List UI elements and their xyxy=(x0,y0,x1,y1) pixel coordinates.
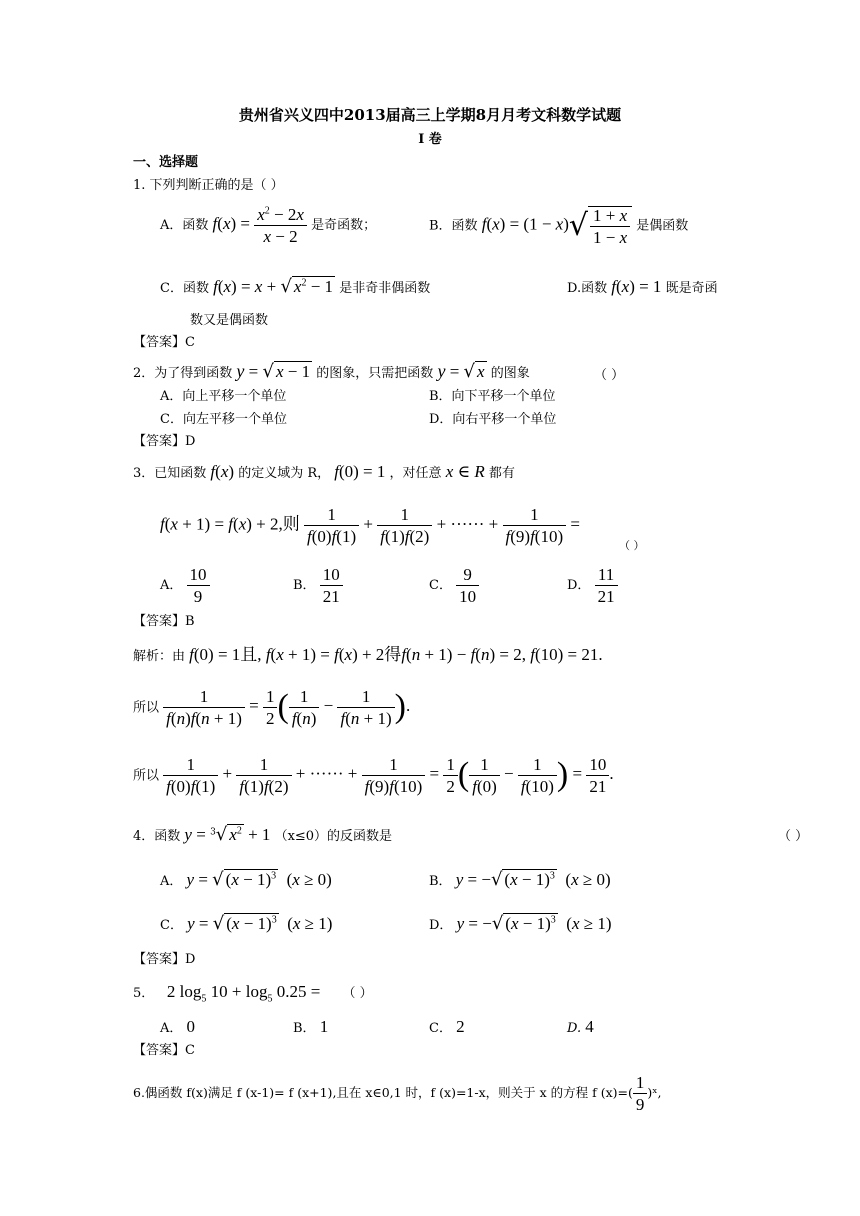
q2-option-a: A．向上平移一个单位 xyxy=(160,389,287,404)
q5-stem: 5． 2 $\log_5 10 + \log_5 0.25$ = （ ） xyxy=(133,982,373,1005)
q3-stem-a: 3．已知函数 xyxy=(133,466,207,481)
q3-stem-c: ，对任意 xyxy=(389,466,442,481)
q5-option-c xyxy=(429,1018,465,1035)
q1-c-label: C．函数 xyxy=(160,281,209,296)
q5-d-value: 4 xyxy=(585,1017,594,1036)
q1-answer: 【答案】C xyxy=(133,335,195,350)
q1-option-b: B．函数 f(x) = (1 − x)√ $\frac{1 + x}{1 - x}$ 是偶函数 xyxy=(429,206,689,247)
q1-a-formula: f xyxy=(212,214,218,233)
q3-sol-prefix: 解析：由 xyxy=(133,649,186,664)
q5-a-value: 0 xyxy=(186,1017,196,1036)
q3-option-a: A． $\frac{10}{9}$ xyxy=(160,566,210,605)
q6-tail: )ˣ, xyxy=(647,1085,662,1100)
q2-option-b: B．向下平移一个单位 xyxy=(429,389,556,404)
q3-option-c: C． $\frac{9}{10}$ xyxy=(429,566,479,605)
q6-stem xyxy=(133,1074,662,1113)
q5-option-b xyxy=(293,1018,328,1035)
q3-formula: f(x + 1) = f(x) + 2,则 $\frac{1}{f(0)f(1)}$ + $\frac{1}{f(1)f(2)}$ + ······ + $\frac{1}{f(9)f(10)}$ = xyxy=(160,505,580,546)
page-title: 贵州省兴义四中2013届高三上学期8月月考文科数学试题 xyxy=(238,106,622,124)
q4-stem-a: 4．函数 xyxy=(133,829,181,844)
q2-paren: （ ） xyxy=(594,368,625,383)
q1-c-suffix: 是非奇非偶函数 xyxy=(339,281,431,296)
section-heading: 一、选择题 xyxy=(133,155,199,170)
q3-solution-line1: 解析：由 f(0) = 1且, f(x + 1) = f(x) + 2得f(n + 1) − f(n) = 2, f(10) = 21. xyxy=(133,645,603,664)
q1-d-suffix: 既是奇函 xyxy=(665,281,718,296)
q1-d-continuation: 数又是偶函数 xyxy=(190,313,269,328)
q6-stem-text: 6.偶函数 f(x)满足 f (x-1)= f (x+1),且在 x∈0,1 时，f (x)=1-x，则关于 x 的方程 f (x)=( xyxy=(133,1085,633,1100)
q3-stem-b: 的定义域为 R， xyxy=(238,466,331,481)
q5-option-d xyxy=(567,1018,594,1035)
q3-paren: （ ） xyxy=(619,539,645,552)
q1-stem: 1. 下列判断正确的是（ ） xyxy=(133,178,284,193)
q3-d-label: D． xyxy=(567,578,591,593)
q1-b-suffix: 是偶函数 xyxy=(636,218,689,234)
q3-stem: 3．已知函数 f(x) 的定义域为 R， f(0) = 1 ，对任意 x ∈ R 都有 xyxy=(133,462,515,481)
q1-option-a: A．函数 f(x) = $\frac{x^2 - 2x}{x - 2}$ 是奇函数； xyxy=(160,205,377,246)
page-subtitle: I 卷 xyxy=(418,132,442,147)
q5-b-value: 1 xyxy=(319,1017,329,1036)
q1-option-c: C．函数 f(x) = x + √ $x^2 - 1$ 是非奇非偶函数 xyxy=(160,276,431,297)
q3-solution-line2: 所以 $\frac{1}{f(n)f(n + 1)}$ = $\frac{1}{2}$ ( $\frac{1}{f(n)}$ − $\frac{1}{f(n + 1)}$ ). xyxy=(133,687,411,728)
q6-fraction: $\frac{1}{9}$ xyxy=(633,1074,648,1113)
q3-so2: 所以 xyxy=(133,768,160,784)
q3-answer: 【答案】B xyxy=(133,614,195,629)
q3-so1: 所以 xyxy=(133,700,160,716)
q4-b-label: B． xyxy=(429,874,452,889)
q1-a-label: A．函数 xyxy=(160,218,209,233)
q4-stem-b: （x≤0）的反函数是 xyxy=(274,829,393,844)
q5-answer: 【答案】C xyxy=(133,1043,195,1058)
q2-option-d: D．向右平移一个单位 xyxy=(429,412,557,427)
q5-num: 5． xyxy=(133,986,155,1001)
q3-option-b: B． $\frac{10}{21}$ xyxy=(293,566,343,605)
q4-option-d: D． y = −√ $(x - 1)^3$ (x ≥ 1) xyxy=(429,913,612,934)
q2-option-c: C．向左平移一个单位 xyxy=(160,412,287,427)
q1-a-suffix: 是奇函数； xyxy=(311,218,377,233)
q2-stem-b: 的图象，只需把函数 xyxy=(316,366,434,381)
q1-d-label: D.函数 xyxy=(567,281,608,296)
q4-option-c: C． y = √ $(x - 1)^3$ (x ≥ 1) xyxy=(160,913,333,934)
q2-stem: 2．为了得到函数 y = √ x − 1 的图象，只需把函数 y = √ x 的图象 xyxy=(133,361,530,382)
q3-option-d: D． $\frac{11}{21}$ xyxy=(567,566,618,605)
q4-d-label: D． xyxy=(429,918,453,933)
q3-b-label: B． xyxy=(293,578,316,593)
q1-b-fraction: $\frac{1 + x}{1 - x}$ xyxy=(588,206,632,246)
q2-stem-a: 2．为了得到函数 xyxy=(133,366,233,381)
q3-a-label: A． xyxy=(160,578,183,593)
q5-a-label: A． xyxy=(160,1021,183,1036)
q3-stem-d: 都有 xyxy=(488,466,515,481)
q5-c-value: 2 xyxy=(456,1017,465,1036)
q4-c-label: C． xyxy=(160,918,183,933)
q5-paren: （ ） xyxy=(342,986,373,1001)
q2-answer: 【答案】D xyxy=(133,434,196,449)
q4-option-a: A． y = √ $(x - 1)^3$ (x ≥ 0) xyxy=(160,869,332,890)
q4-option-b: B． y = −√ $(x - 1)^3$ (x ≥ 0) xyxy=(429,869,611,890)
q1-option-d: D.函数 f(x) = 1 既是奇函 xyxy=(567,277,718,296)
q2-stem-c: 的图象 xyxy=(490,366,530,381)
q4-answer: 【答案】D xyxy=(133,952,196,967)
q1-a-fraction: $\frac{x^2 - 2x}{x - 2}$ xyxy=(254,206,307,245)
q4-stem: 4．函数 y = $^3$√ $x^2 + 1$ （x≤0）的反函数是 xyxy=(133,824,393,845)
q1-b-label: B．函数 xyxy=(429,218,478,234)
q3-c-label: C． xyxy=(429,578,452,593)
q5-d-label: D. xyxy=(567,1021,582,1036)
q5-option-a xyxy=(160,1018,195,1035)
q5-c-label: C． xyxy=(429,1021,452,1036)
q4-paren: （ ） xyxy=(778,829,809,844)
q4-a-label: A． xyxy=(160,874,183,889)
q5-b-label: B． xyxy=(293,1021,316,1036)
q3-solution-line3: 所以 $\frac{1}{f(0)f(1)}$ + $\frac{1}{f(1)f(2)}$ + ······ + $\frac{1}{f(9)f(10)}$ = $\frac{1}{2}$ ( $\frac{1}{f(0)}$ − $\frac{1}{f(10)}$ ) = $\frac{10}{21}$ . xyxy=(133,755,614,796)
